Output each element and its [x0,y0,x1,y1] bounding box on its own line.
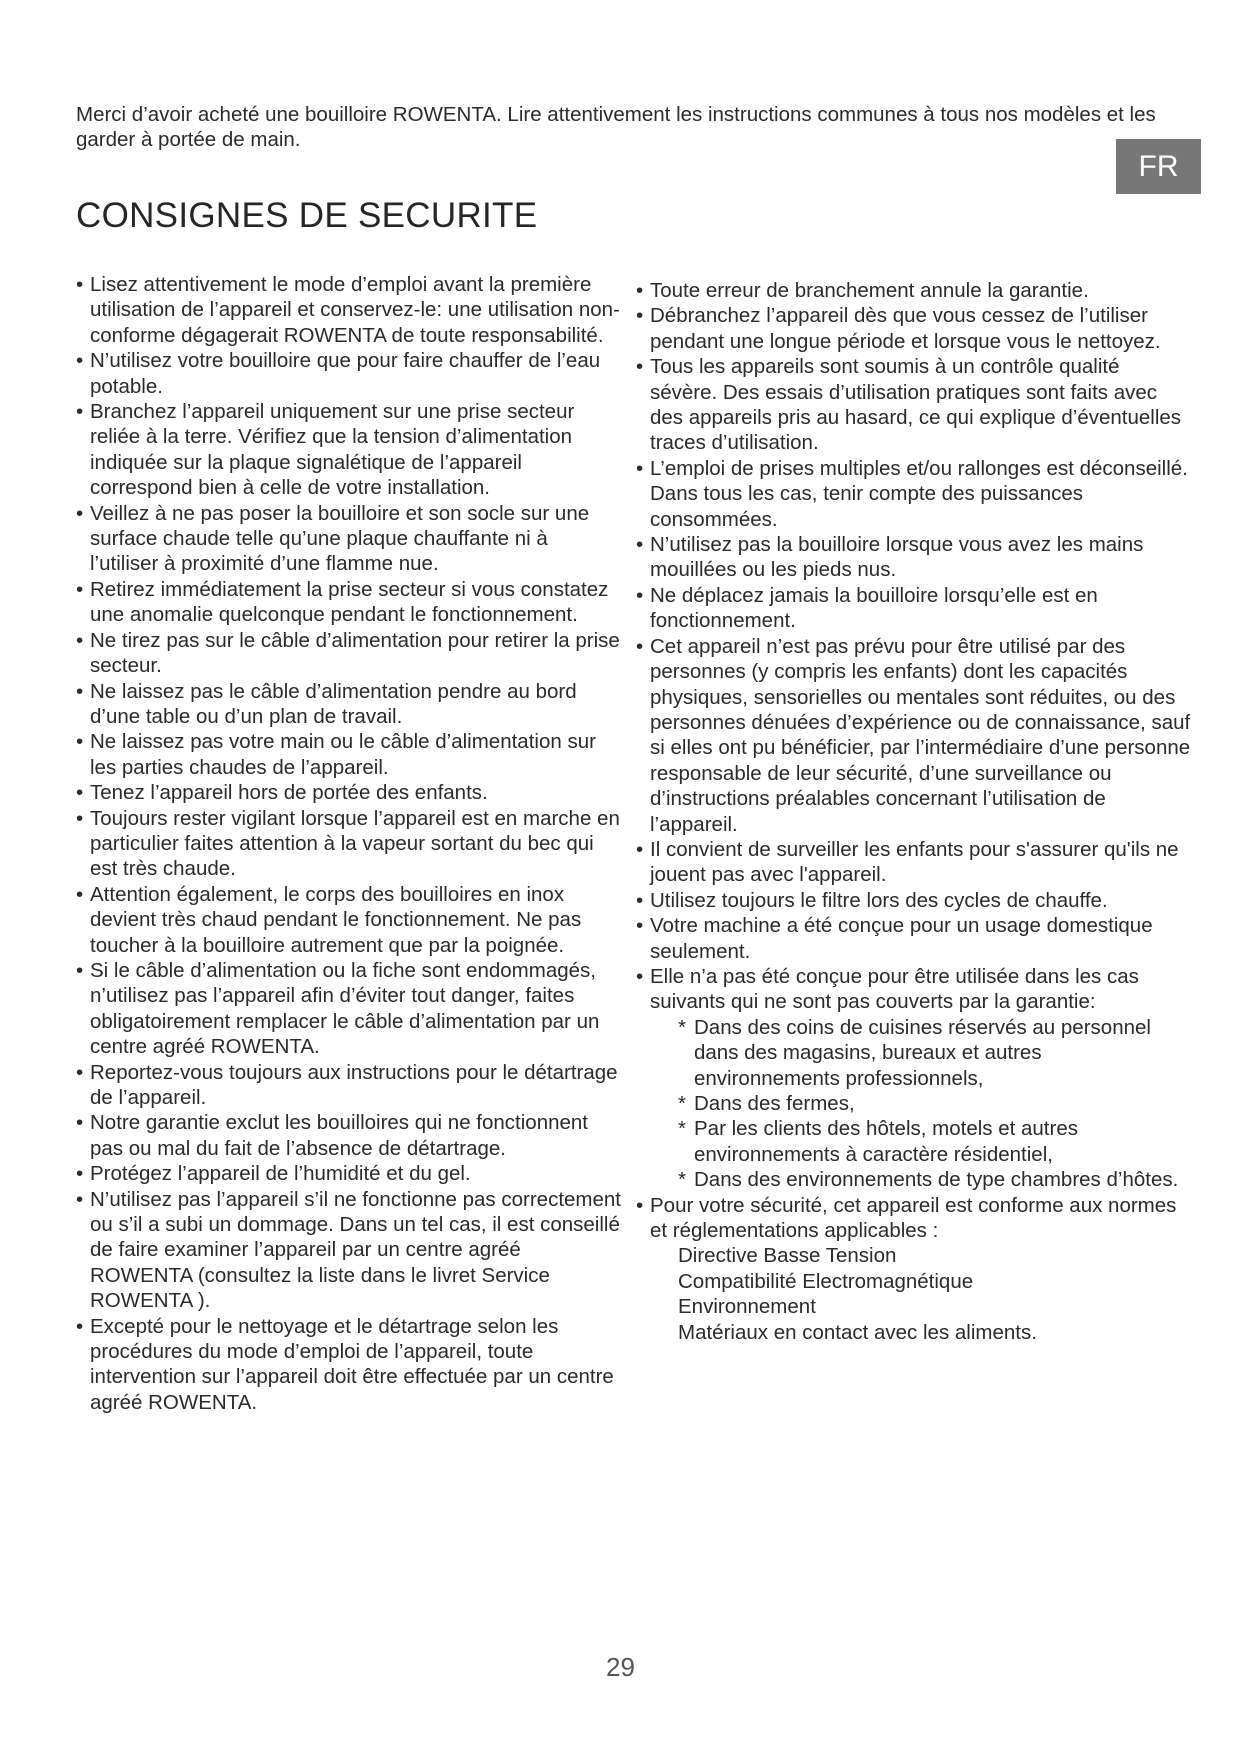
warranty-exclusions-text: Elle n’a pas été conçue pour être utilisée dans les cas suivants qui ne sont pas couverts par la garantie: [650,964,1139,1014]
list-item: • Cet appareil n’est pas prévu pour être utilisé par des personnes (y compris les enfants) dont les capacités physiques, sensorielles ou mentales sont réduites, ou des personnes dénuées d’expérience ou de connaissance, sauf si elles ont pu bénéficier, par l’intermédiaire d’une personne responsable de leur sécurité, d’une surveillance ou d’instructions préalables concernant l’utilisation de l’appareil. [636,634,1191,837]
list-item: • Excepté pour le nettoyage et le détartrage selon les procédures du mode d’emploi de l’appareil, toute intervention sur l’appareil doit être effectuée par un centre agréé ROWENTA. [76,1314,621,1416]
list-item: • Ne tirez pas sur le câble d’alimentation pour retirer la prise secteur. [76,628,621,679]
list-item: • Retirez immédiatement la prise secteur si vous constatez une anomalie quelconque pendant le fonctionnement. [76,577,621,628]
list-item: • L’emploi de prises multiples et/ou rallonges est déconseillé. Dans tous les cas, tenir compte des puissances consommées. [636,456,1191,532]
page-number: 29 [606,1652,635,1682]
list-item: • Lisez attentivement le mode d’emploi avant la première utilisation de l’appareil et conservez-le: une utilisation non-conforme dégagerait ROWENTA de toute responsabilité. [76,272,621,348]
list-item: • Toute erreur de branchement annule la garantie. [636,278,1191,303]
list-item: • Tenez l’appareil hors de portée des enfants. [76,780,621,805]
page-title: CONSIGNES DE SECURITE [76,196,538,235]
list-item: • N’utilisez pas la bouilloire lorsque vous avez les mains mouillées ou les pieds nus. [636,532,1191,583]
safety-list-right [636,278,1191,1345]
list-item: • Notre garantie exclut les bouilloires qui ne fonctionnent pas ou mal du fait de l’absence de détartrage. [76,1110,621,1161]
directive: Compatibilité Electromagnétique [678,1269,974,1293]
list-item: • Attention également, le corps des bouilloires en inox devient très chaud pendant le fonctionnement. Ne pas toucher à la bouilloire autrement que par la poignée. [76,882,621,958]
warranty-exclusions-item [636,964,1191,1193]
language-tab: FR [1116,139,1201,194]
list-item: • Si le câble d’alimentation ou la fiche sont endommagés, n’utilisez pas l’appareil afin d’éviter tout danger, faites obligatoirement remplacer le câble d’alimentation par un centre agréé ROWENTA. [76,958,621,1060]
warranty-case: * Dans des environnements de type chambres d’hôtes. [666,1167,1191,1192]
list-item: • N’utilisez pas l’appareil s’il ne fonctionne pas correctement ou s’il a subi un dommage. Dans un tel cas, il est conseillé de faire examiner l’appareil par un centre agréé ROWENTA (consultez la liste dans le livret Service ROWENTA ). [76,1187,621,1314]
directive: Environnement [678,1295,816,1319]
warranty-cases-list [650,1015,1191,1193]
list-item: • Reportez-vous toujours aux instructions pour le détartrage de l’appareil. [76,1060,621,1111]
list-item: • Débranchez l’appareil dès que vous cessez de l’utiliser pendant une longue période et lorsque vous le nettoyez. [636,303,1191,354]
list-item: • Il convient de surveiller les enfants pour s'assurer qu'ils ne jouent pas avec l'appareil. [636,837,1191,888]
warranty-case: * Par les clients des hôtels, motels et autres environnements à caractère résidentiel, [666,1116,1191,1167]
list-item: • Ne laissez pas le câble d’alimentation pendre au bord d’une table ou d’un plan de travail. [76,679,621,730]
directive: Directive Basse Tension [678,1244,897,1268]
intro-text: Merci d’avoir acheté une bouilloire ROWENTA. Lire attentivement les instructions communes à tous nos modèles et les garder à portée de main. [76,103,1156,151]
list-item: • Utilisez toujours le filtre lors des cycles de chauffe. [636,888,1191,913]
directives-list [650,1243,1191,1345]
safety-list-left [76,272,621,1415]
list-item: • Veillez à ne pas poser la bouilloire et son socle sur une surface chaude telle qu’une plaque chauffante ni à l’utiliser à proximité d’une flamme nue. [76,501,621,577]
list-item: • N’utilisez votre bouilloire que pour faire chauffer de l’eau potable. [76,348,621,399]
list-item: • Tous les appareils sont soumis à un contrôle qualité sévère. Des essais d’utilisation pratiques sont faits avec des appareils pris au hasard, ce qui explique d’éventuelles traces d’utilisation. [636,354,1191,456]
list-item: • Protégez l’appareil de l’humidité et du gel. [76,1161,621,1186]
list-item: • Votre machine a été conçue pour un usage domestique seulement. [636,913,1191,964]
list-item: • Ne laissez pas votre main ou le câble d’alimentation sur les parties chaudes de l’appareil. [76,729,621,780]
warranty-case: * Dans des coins de cuisines réservés au personnel dans des magasins, bureaux et autres environnements professionnels, [666,1015,1191,1091]
compliance-text: Pour votre sécurité, cet appareil est conforme aux normes et réglementations applicables : [650,1193,1177,1243]
compliance-item [636,1193,1191,1345]
list-item: • Branchez l’appareil uniquement sur une prise secteur reliée à la terre. Vérifiez que la tension d’alimentation indiquée sur la plaque signalétique de l’appareil correspond bien à celle de votre installation. [76,399,621,501]
list-item: • Ne déplacez jamais la bouilloire lorsqu’elle est en fonctionnement. [636,583,1191,634]
warranty-case: * Dans des fermes, [666,1091,1191,1116]
directive: Matériaux en contact avec les aliments. [678,1320,1037,1344]
list-item: • Toujours rester vigilant lorsque l’appareil est en marche en particulier faites attention à la vapeur sortant du bec qui est très chaude. [76,806,621,882]
